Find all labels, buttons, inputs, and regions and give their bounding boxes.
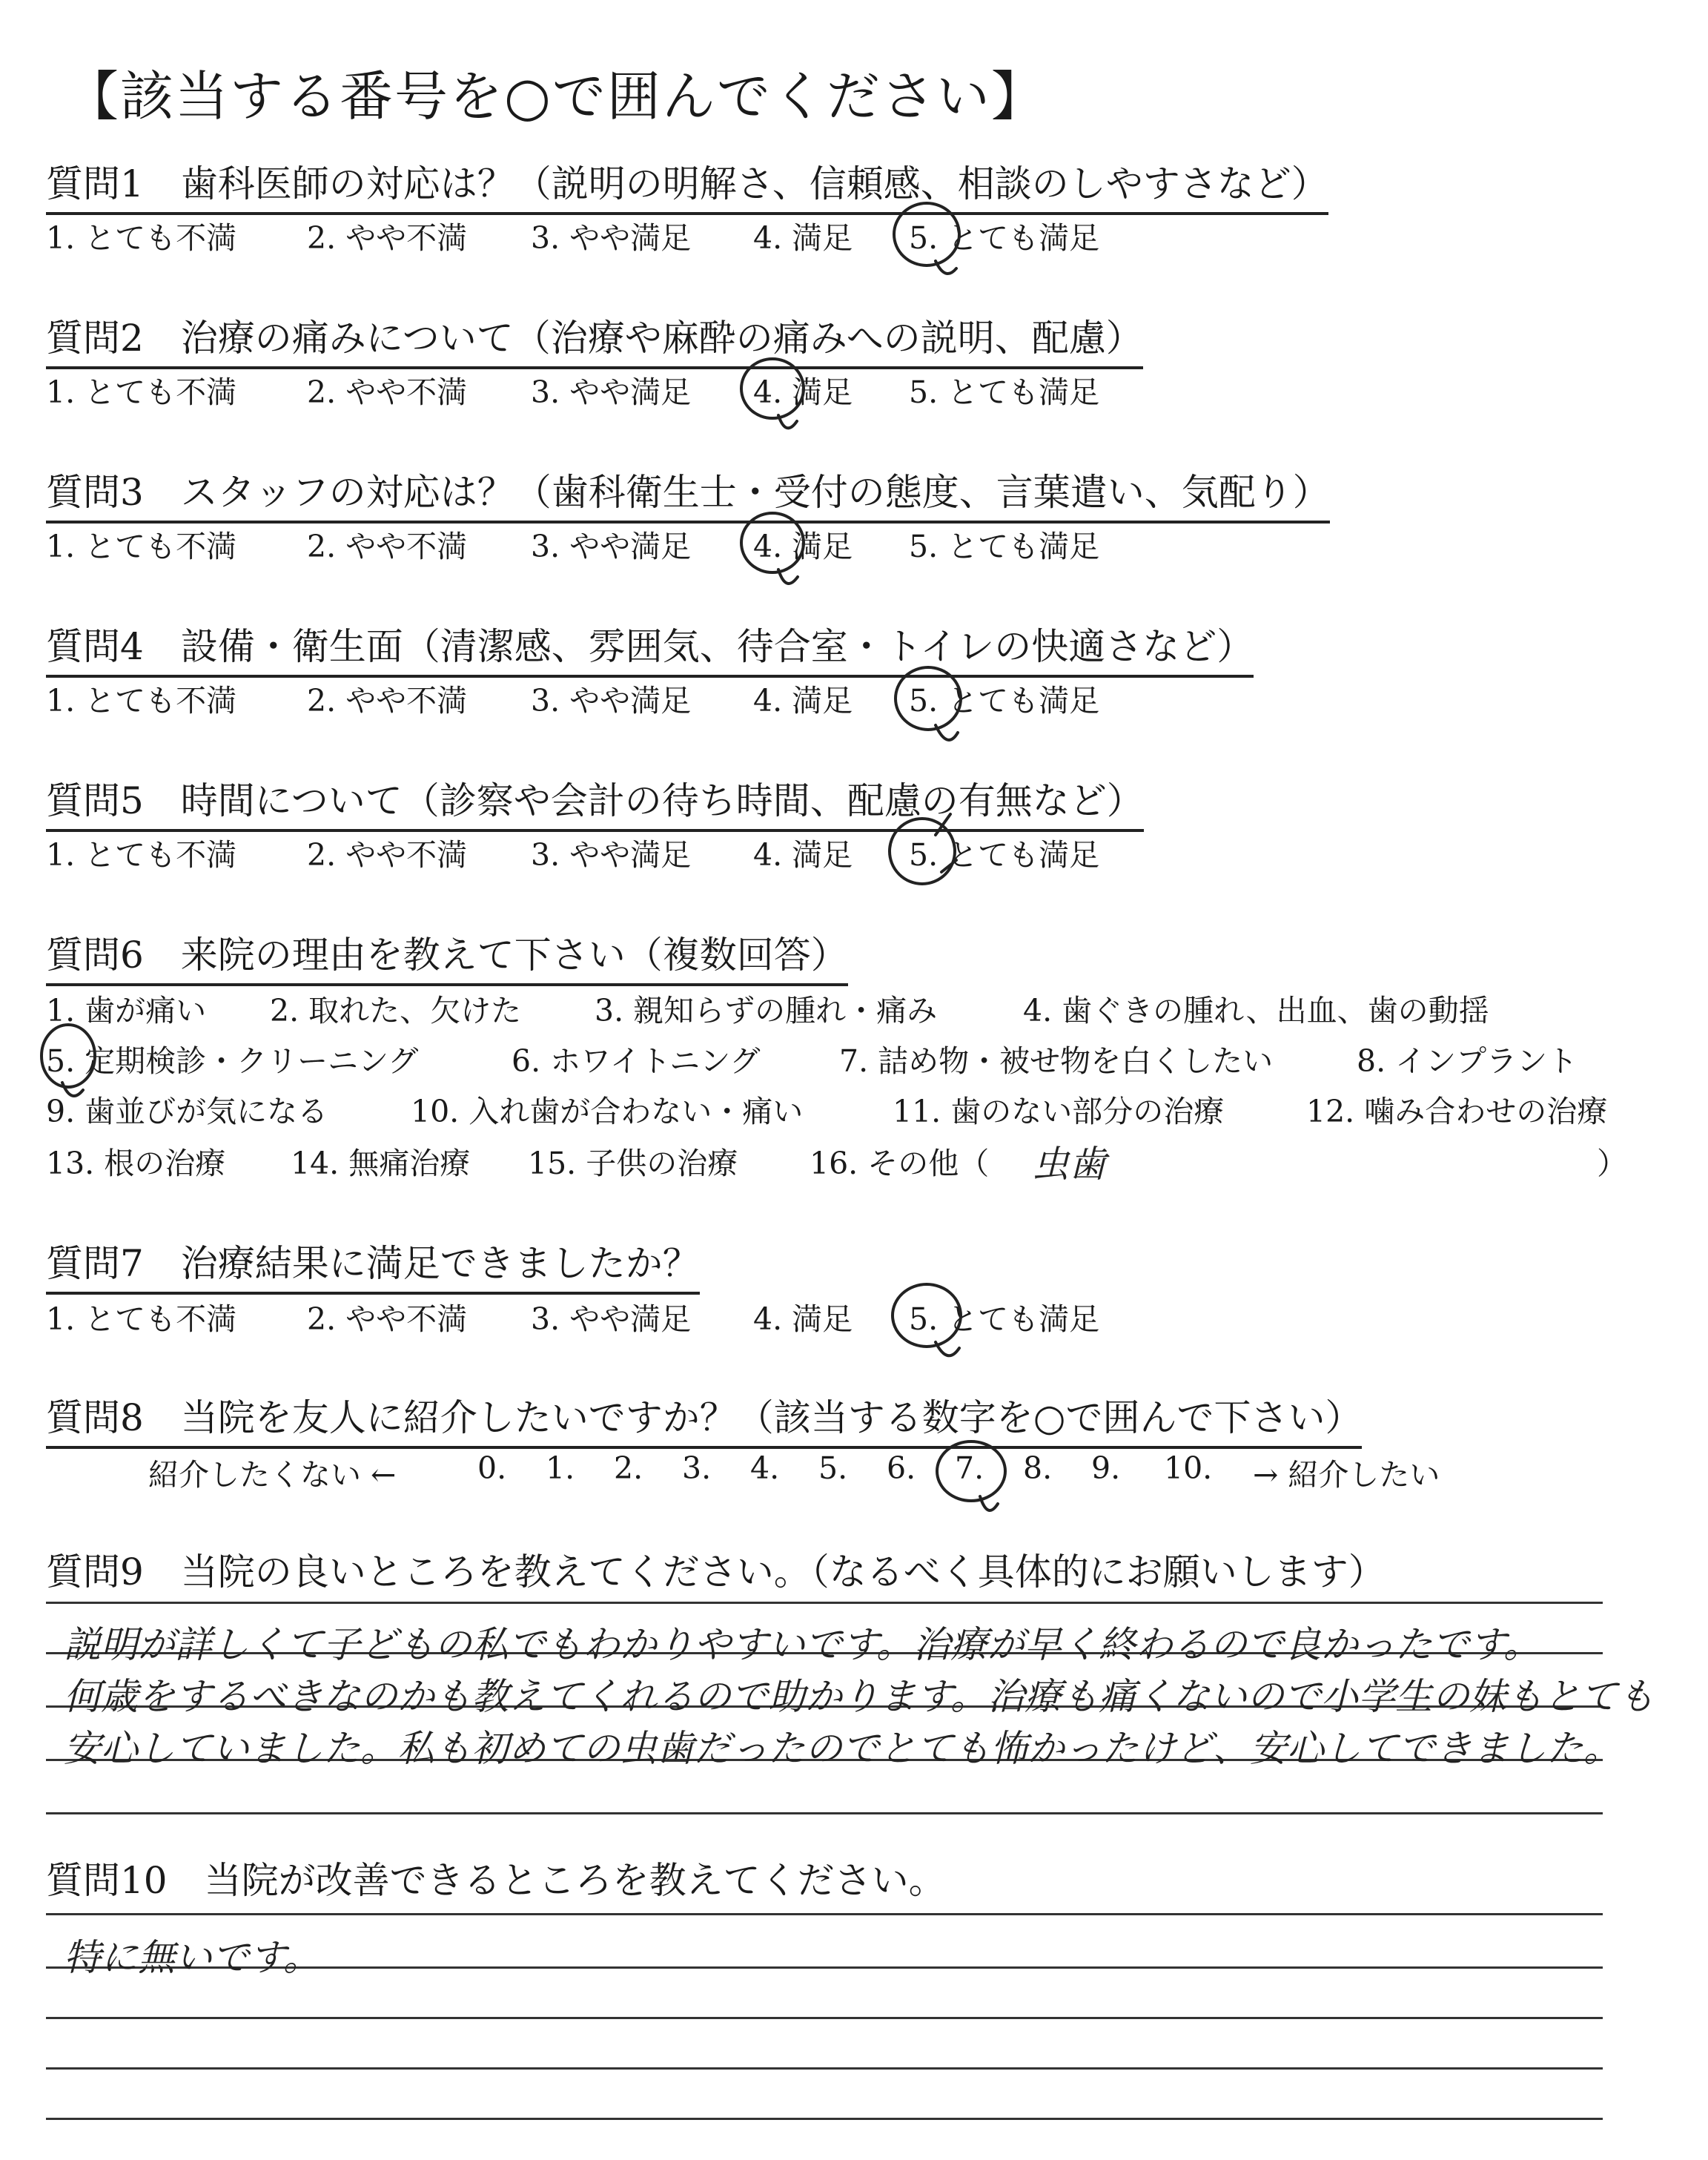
q6-option-2[interactable]: 2. 取れた、欠けた	[270, 993, 522, 1028]
q9-writing-line-5	[46, 1812, 1603, 1814]
q5-option-3[interactable]: 3. やや満足	[531, 837, 692, 873]
q6-option-11[interactable]: 11. 歯のない部分の治療	[893, 1094, 1225, 1129]
q3-option-2[interactable]: 2. やや不満	[307, 529, 468, 564]
q1-option-4[interactable]: 4. 満足	[753, 220, 853, 256]
question-7-options	[46, 1295, 1232, 1337]
question-1-options	[46, 214, 1232, 256]
q7-option-1[interactable]: 1. とても不満	[46, 1301, 237, 1337]
question-6-row-3	[46, 1087, 1677, 1129]
q4-option-1[interactable]: 1. とても不満	[46, 683, 237, 719]
question-6-row-2	[46, 1037, 1677, 1079]
q6-option-14[interactable]: 14. 無痛治療	[291, 1146, 471, 1181]
q6-option-12[interactable]: 12. 噛み合わせの治療	[1306, 1094, 1608, 1129]
q10-writing-line-5	[46, 2118, 1603, 2120]
q6-other-handwritten[interactable]: 虫歯	[1032, 1143, 1106, 1186]
q1-option-1[interactable]: 1. とても不満	[46, 220, 237, 256]
question-5-options	[46, 830, 1232, 873]
q10-writing-line-1	[46, 1913, 1603, 1915]
question-3-title: 質問3 スタッフの対応は？（歯科衛生士・受付の態度、言葉遣い、気配り）	[46, 463, 1330, 524]
q3-option-5[interactable]: 5. とても満足	[909, 529, 1100, 564]
q3-option-1[interactable]: 1. とても不満	[46, 529, 237, 564]
q2-option-4[interactable]: 4. 満足	[753, 374, 853, 410]
q7-option-5[interactable]: 5. とても満足	[909, 1301, 1100, 1337]
question-8-title: 質問8 当院を友人に紹介したいですか？（該当する数字を○で囲んで下さい）	[46, 1388, 1362, 1449]
q4-option-3[interactable]: 3. やや満足	[531, 683, 692, 719]
question-10-title: 質問10 当院が改善できるところを教えてください。	[46, 1859, 946, 1902]
question-8-scale	[148, 1450, 1557, 1493]
q6-option-13[interactable]: 13. 根の治療	[46, 1146, 226, 1181]
q6-option-3[interactable]: 3. 親知らずの腫れ・痛み	[595, 993, 938, 1028]
q10-writing-line-4	[46, 2067, 1603, 2070]
q10-writing-line-3	[46, 2017, 1603, 2019]
q2-option-2[interactable]: 2. やや不満	[307, 374, 468, 410]
q8-number-9[interactable]: 9.	[1091, 1450, 1121, 1486]
q8-number-4[interactable]: 4.	[750, 1450, 780, 1486]
q2-option-3[interactable]: 3. やや満足	[531, 374, 692, 410]
page-header: 【該当する番号を○で囲んでください】	[65, 65, 1046, 128]
q8-number-7[interactable]: 7.	[955, 1450, 984, 1486]
q1-option-2[interactable]: 2. やや不満	[307, 220, 468, 256]
q8-right-label: → 紹介したい	[1253, 1457, 1440, 1493]
q8-number-0[interactable]: 0.	[477, 1450, 507, 1486]
q2-option-1[interactable]: 1. とても不満	[46, 374, 237, 410]
question-3-options	[46, 522, 1232, 564]
q4-option-5[interactable]: 5. とても満足	[909, 683, 1100, 719]
q7-option-4[interactable]: 4. 満足	[753, 1301, 853, 1337]
question-2-options	[46, 368, 1232, 410]
q8-number-8[interactable]: 8.	[1023, 1450, 1053, 1486]
q8-left-label: 紹介したくない ←	[148, 1457, 397, 1493]
q8-number-2[interactable]: 2.	[614, 1450, 643, 1486]
question-4-title: 質問4 設備・衛生面（清潔感、雰囲気、待合室・トイレの快適さなど）	[46, 617, 1254, 678]
question-1-title: 質問1 歯科医師の対応は？（説明の明解さ、信頼感、相談のしやすさなど）	[46, 154, 1328, 215]
q6-option-1[interactable]: 1. 歯が痛い	[46, 993, 207, 1028]
q4-option-2[interactable]: 2. やや不満	[307, 683, 468, 719]
question-4-options	[46, 676, 1232, 719]
question-2-title: 質問2 治療の痛みについて（治療や麻酔の痛みへの説明、配慮）	[46, 308, 1143, 369]
q3-option-3[interactable]: 3. やや満足	[531, 529, 692, 564]
q6-option-15[interactable]: 15. 子供の治療	[528, 1146, 738, 1181]
q7-option-3[interactable]: 3. やや満足	[531, 1301, 692, 1337]
q8-number-3[interactable]: 3.	[682, 1450, 712, 1486]
q5-option-1[interactable]: 1. とても不満	[46, 837, 237, 873]
question-9-title: 質問9 当院の良いところを教えてください。（なるべく具体的にお願いします）	[46, 1550, 1386, 1593]
q8-number-1[interactable]: 1.	[546, 1450, 575, 1486]
q6-option-8[interactable]: 8. インプラント	[1357, 1043, 1578, 1079]
q7-option-2[interactable]: 2. やや不満	[307, 1301, 468, 1337]
q8-number-10[interactable]: 10.	[1164, 1450, 1213, 1486]
q9-answer-line-3[interactable]: 安心していました。私も初めての虫歯だったのでとても怖かったけど、安心してできました。	[64, 1727, 1621, 1770]
q6-option-7[interactable]: 7. 詰め物・被せ物を白くしたい	[839, 1043, 1274, 1079]
question-5-title: 質問5 時間について（診察や会計の待ち時間、配慮の有無など）	[46, 771, 1144, 832]
q3-option-4[interactable]: 4. 満足	[753, 529, 853, 564]
q4-option-4[interactable]: 4. 満足	[753, 683, 853, 719]
question-6-row-1	[46, 986, 1677, 1028]
question-7-title: 質問7 治療結果に満足できましたか？	[46, 1234, 700, 1295]
q6-option-16[interactable]: 16. その他（	[810, 1146, 990, 1181]
q8-number-5[interactable]: 5.	[818, 1450, 848, 1486]
q1-option-3[interactable]: 3. やや満足	[531, 220, 692, 256]
q6-option-10[interactable]: 10. 入れ歯が合わない・痛い	[411, 1094, 804, 1129]
q6-other-close-paren: ）	[1597, 1146, 1627, 1181]
q1-option-5[interactable]: 5. とても満足	[909, 220, 1100, 256]
question-6-row-4	[46, 1139, 1677, 1186]
q6-option-4[interactable]: 4. 歯ぐきの腫れ、出血、歯の動揺	[1023, 993, 1489, 1028]
q6-option-9[interactable]: 9. 歯並びが気になる	[46, 1094, 328, 1129]
q6-option-5[interactable]: 5. 定期検診・クリーニング	[46, 1043, 419, 1079]
q9-answer-line-1[interactable]: 説明が詳しくて子どもの私でもわかりやすいです。治療が早く終わるので良かったです。	[64, 1623, 1540, 1666]
q5-option-5[interactable]: 5. とても満足	[909, 837, 1100, 873]
q10-answer-line-1[interactable]: 特に無いです。	[64, 1936, 320, 1979]
question-6-title: 質問6 来院の理由を教えて下さい（複数回答）	[46, 925, 848, 986]
q5-option-2[interactable]: 2. やや不満	[307, 837, 468, 873]
q9-answer-line-2[interactable]: 何歳をするべきなのかも教えてくれるので助かります。治療も痛くないので小学生の妹もとても	[64, 1675, 1655, 1718]
q6-option-6[interactable]: 6. ホワイトニング	[512, 1043, 761, 1079]
q9-writing-line-1	[46, 1602, 1603, 1604]
q8-number-6[interactable]: 6.	[887, 1450, 916, 1486]
q2-option-5[interactable]: 5. とても満足	[909, 374, 1100, 410]
q5-option-4[interactable]: 4. 満足	[753, 837, 853, 873]
